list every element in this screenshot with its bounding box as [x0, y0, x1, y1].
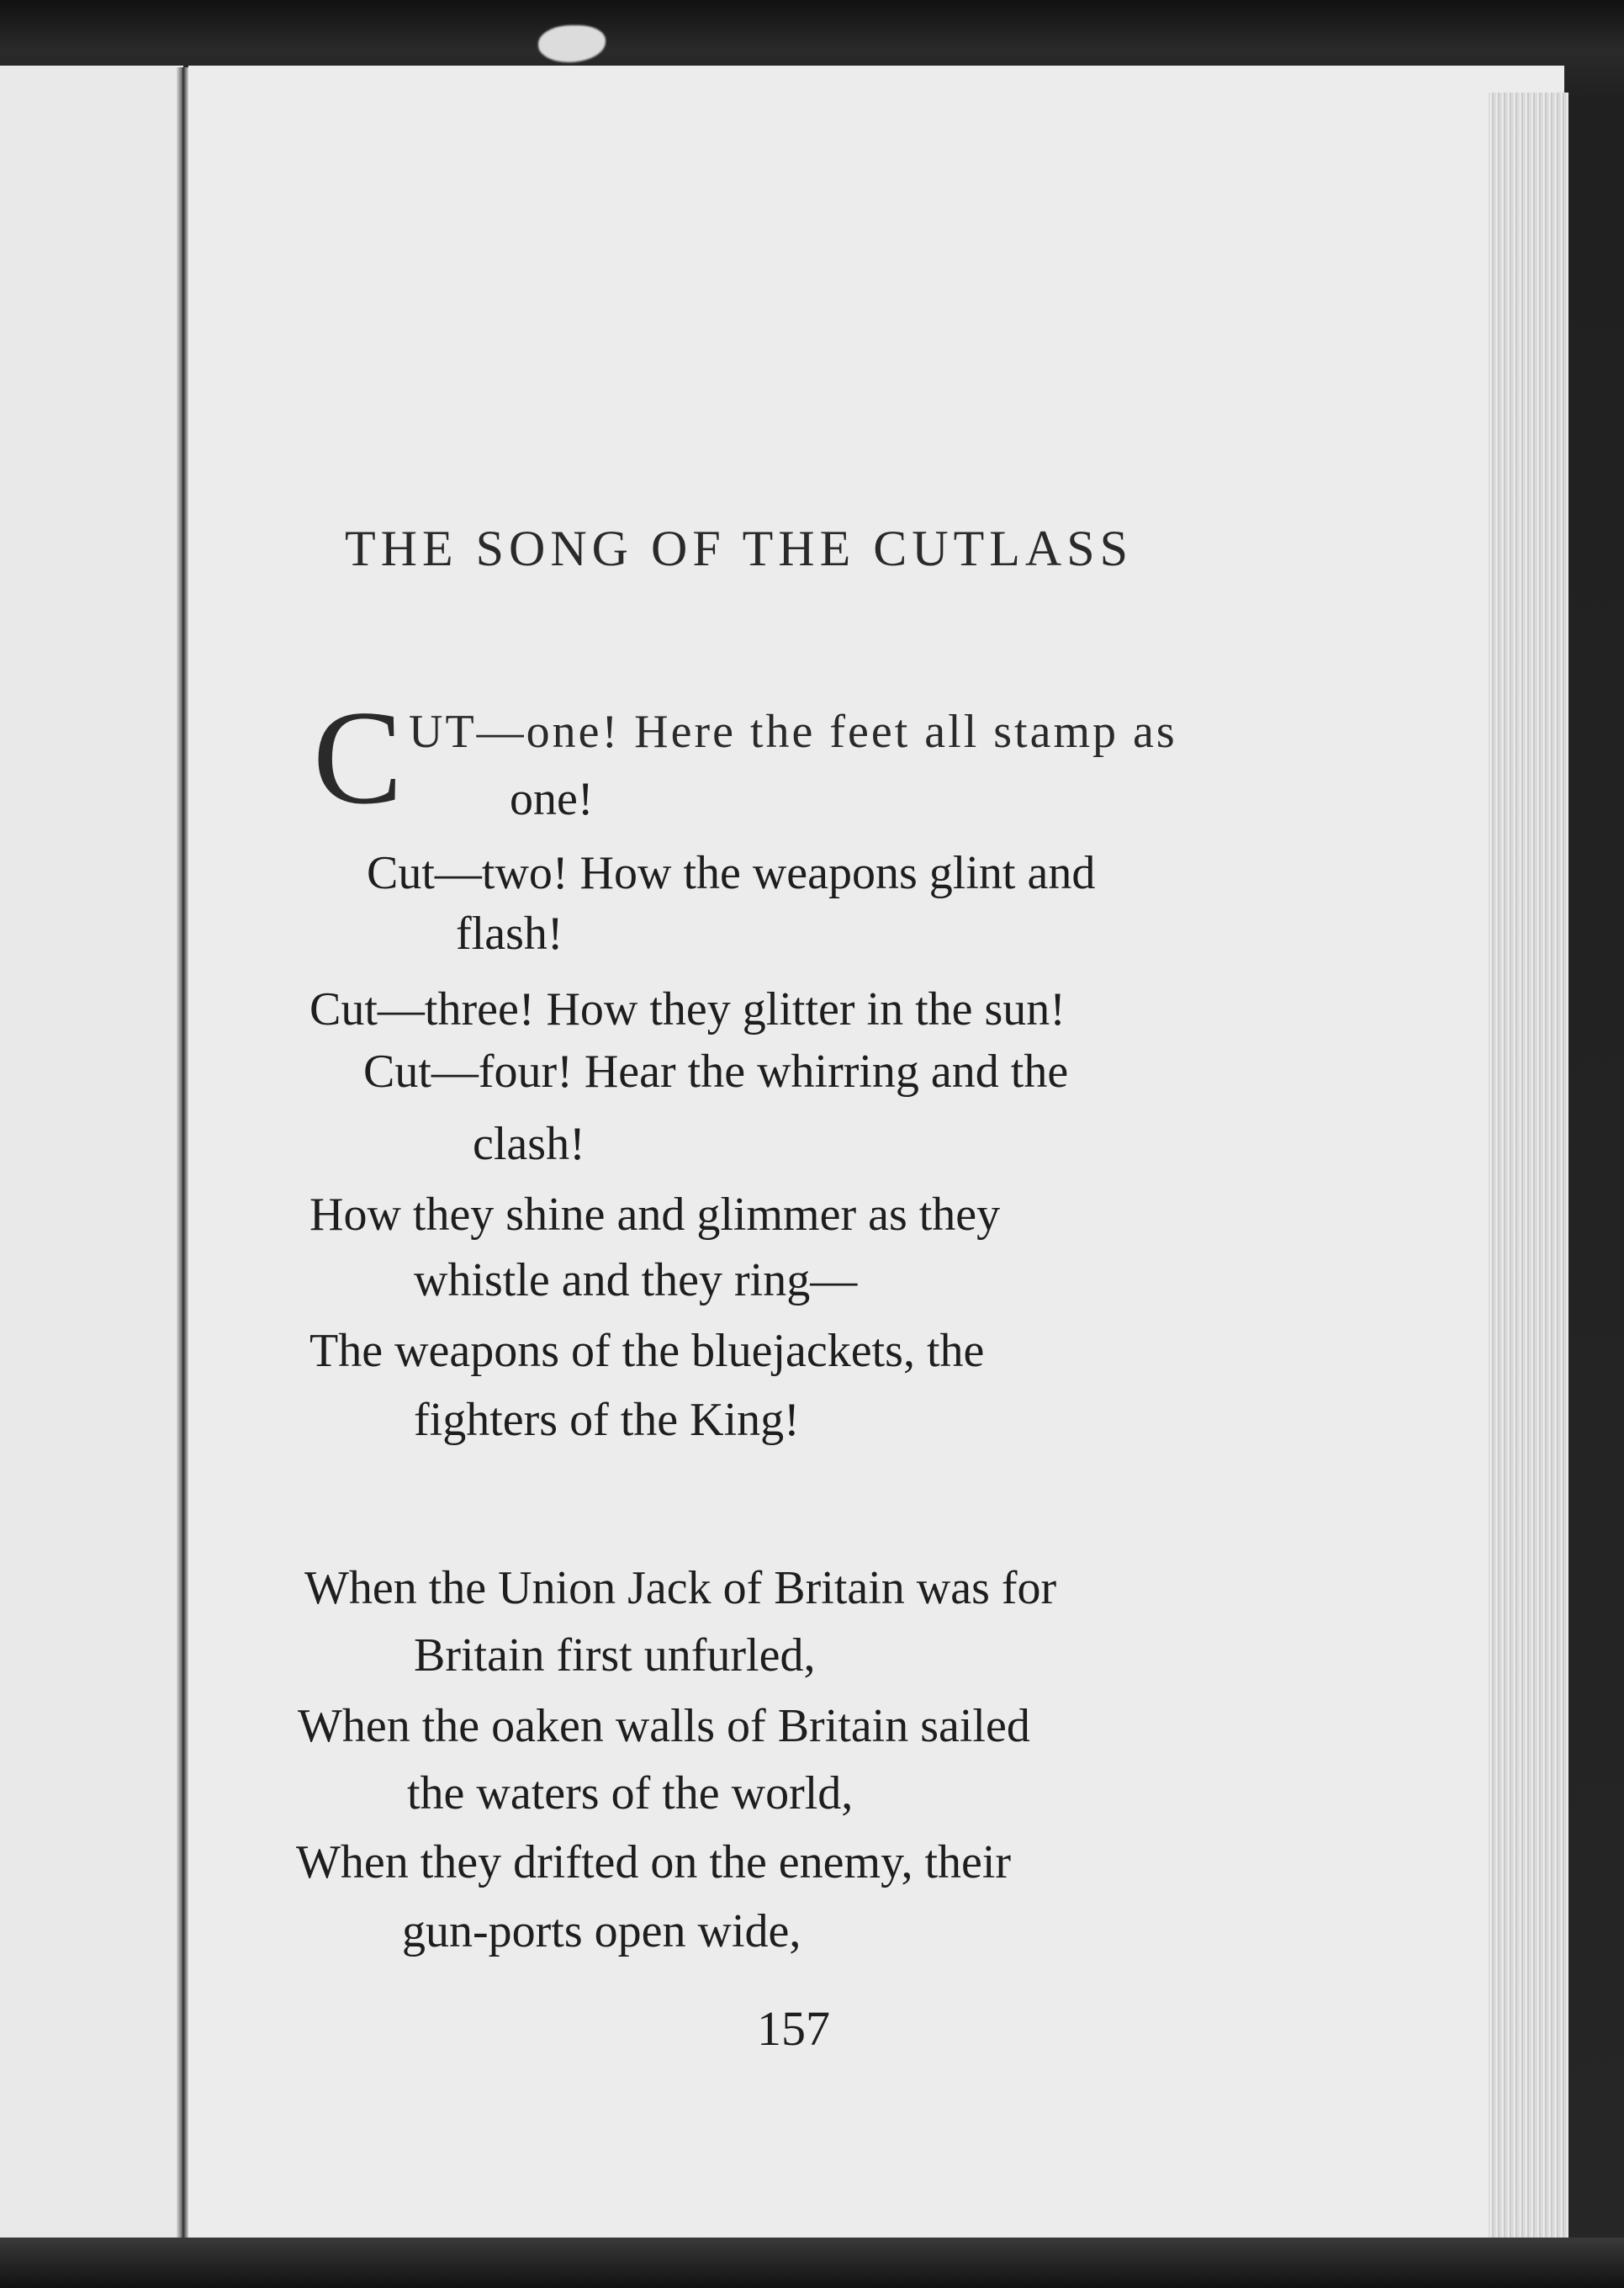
poem-line-1: UT—one! Here the feet all stamp as	[409, 706, 1177, 758]
poem-line-16: When they drifted on the enemy, their	[296, 1836, 1012, 1888]
facing-page-blank	[0, 66, 183, 2261]
page-number: 157	[757, 2001, 830, 2056]
poem-line-13: Britain first unfurled,	[414, 1629, 816, 1682]
drop-cap: C	[313, 682, 403, 832]
poem-line-11: fighters of the King!	[414, 1394, 800, 1446]
poem-line-8: How they shine and glimmer as they	[309, 1189, 1001, 1241]
poem-line-5: Cut—three! How they glitter in the sun!	[309, 983, 1066, 1035]
poem-line-4: flash!	[456, 908, 563, 960]
poem-line-17: gun-ports open wide,	[402, 1905, 801, 1957]
poem-line-14: When the oaken walls of Britain sailed	[298, 1700, 1030, 1752]
book-page	[188, 66, 1564, 2244]
poem-line-9: whistle and they ring—	[414, 1254, 858, 1306]
poem-line-2: one!	[510, 773, 594, 825]
scan-bottom-edge	[0, 2238, 1624, 2288]
poem-line-15: the waters of the world,	[407, 1767, 854, 1819]
poem-line-7: clash!	[473, 1118, 585, 1170]
poem-line-3: Cut—two! How the weapons glint and	[367, 847, 1096, 899]
poem-line-6: Cut—four! Hear the whirring and the	[363, 1046, 1069, 1098]
book-gutter	[177, 67, 188, 2254]
poem-line-12: When the Union Jack of Britain was for	[304, 1562, 1057, 1614]
poem-line-10: The weapons of the bluejackets, the	[309, 1325, 985, 1377]
page-edges	[1489, 93, 1568, 2246]
page-title: THE SONG OF THE CUTLASS	[345, 521, 1133, 576]
